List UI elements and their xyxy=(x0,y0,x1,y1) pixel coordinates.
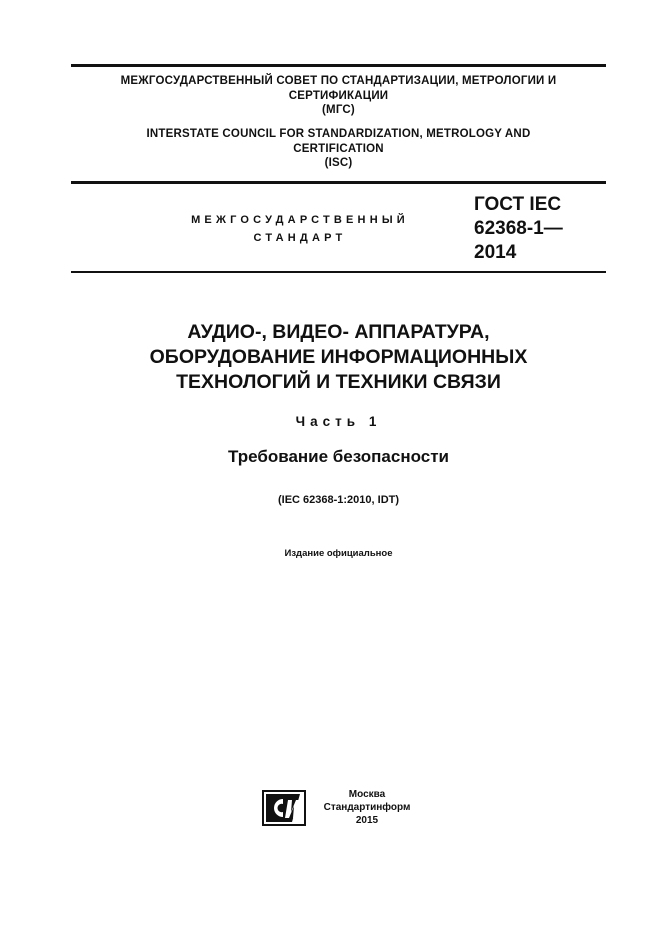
edition-label: Издание официальное xyxy=(284,548,393,559)
imprint-city: Москва xyxy=(348,789,386,800)
title-line-3: ТЕХНОЛОГИЙ И ТЕХНИКИ СВЯЗИ xyxy=(176,371,501,393)
standard-designation xyxy=(474,193,604,265)
imprint-year: 2015 xyxy=(355,815,379,826)
document-subtitle: Требование безопасности xyxy=(227,447,450,466)
designation-line-3: 2014 xyxy=(474,242,517,263)
header-rule xyxy=(71,181,606,184)
council-ru-line-3: (МГС) xyxy=(322,104,355,116)
document-title xyxy=(71,320,606,395)
imprint-publisher: Стандартинформ xyxy=(323,802,411,813)
part-number: Часть 1 xyxy=(295,414,382,429)
top-rule xyxy=(71,64,606,67)
title-line-2: ОБОРУДОВАНИЕ ИНФОРМАЦИОННЫХ xyxy=(149,346,528,368)
council-en-line-3: (ISC) xyxy=(324,157,353,169)
standard-type-line-2: СТАНДАРТ xyxy=(253,232,347,244)
council-en xyxy=(71,127,606,171)
council-en-line-1: INTERSTATE COUNCIL FOR STANDARDIZATION, METROLOGY AND xyxy=(146,128,531,140)
designation-line-2: 62368-1— xyxy=(474,218,563,239)
standartinform-logo-icon xyxy=(262,790,306,826)
council-ru-line-2: СЕРТИФИКАЦИИ xyxy=(288,89,389,102)
council-ru-line-1: МЕЖГОСУДАРСТВЕННЫЙ СОВЕТ ПО СТАНДАРТИЗАЦИИ, МЕТРОЛОГИИ И xyxy=(120,75,557,87)
designation-rule xyxy=(71,271,606,273)
standard-type xyxy=(150,211,450,247)
title-line-1: АУДИО-, ВИДЕО- АППАРАТУРА, xyxy=(187,321,490,343)
iec-reference: (IEC 62368-1:2010, IDT) xyxy=(277,494,400,506)
publisher-imprint xyxy=(312,788,422,827)
council-en-line-2: CERTIFICATION xyxy=(293,142,384,155)
standard-type-line-1: МЕЖГОСУДАРСТВЕННЫЙ xyxy=(191,214,409,226)
designation-line-1: ГОСТ IEC xyxy=(474,194,562,215)
council-ru xyxy=(71,74,606,118)
